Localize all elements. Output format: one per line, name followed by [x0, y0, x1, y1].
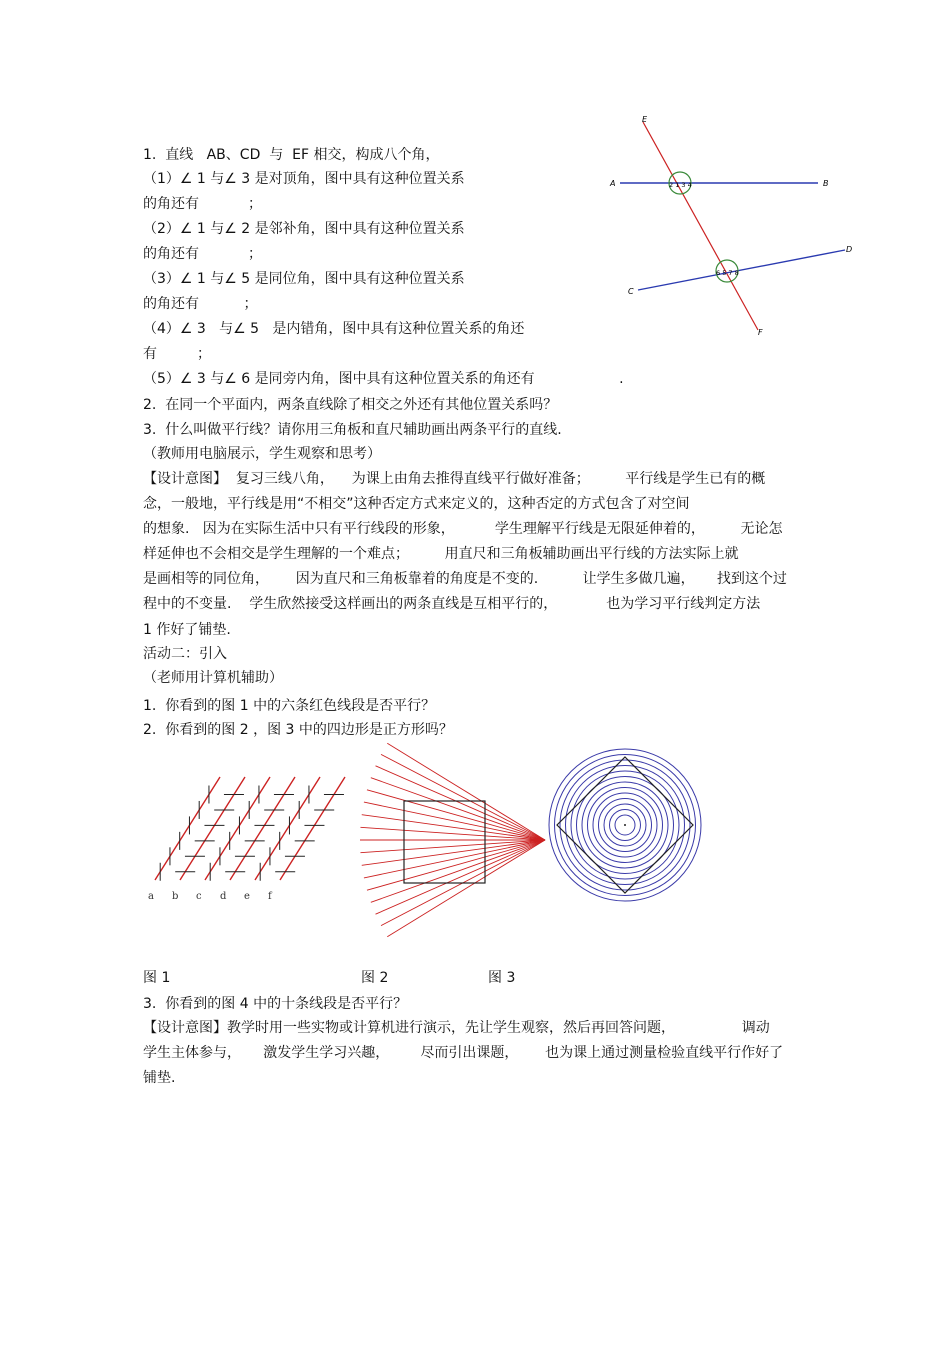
figure-3-caption: 图 3 [488, 970, 516, 986]
text-line: 2. 你看到的图 2 ，图 3 中的四边形是正方形吗？ [143, 722, 453, 738]
text-line: 1. 直线 AB、CD 与 EF 相交，构成八个角， [143, 147, 440, 163]
axis-letter: e [244, 891, 250, 902]
label-E: E [642, 115, 648, 124]
text-line: （3）∠ 1 与∠ 5 是同位角，图中具有这种位置关系 [143, 271, 465, 287]
axis-letter: d [220, 891, 227, 902]
text-line: （4）∠ 3 与∠ 5 是内错角，图中具有这种位置关系的角还 [143, 321, 525, 337]
figure-2-caption: 图 2 [361, 970, 389, 986]
text-line: 样延伸也不会相交是学生理解的一个难点； 用直尺和三角板辅助画出平行线的方法实际上就 [143, 546, 739, 562]
red-parallel-line [255, 777, 320, 880]
label-A: A [610, 179, 616, 188]
label-F: F [758, 328, 763, 337]
text-line: 的角还有 ； [143, 196, 262, 212]
text-line: 的角还有 ； [143, 246, 262, 262]
figure-1-caption: 图 1 [143, 970, 171, 986]
angle-labels-top: 2 1 3 4 [669, 181, 692, 189]
text-line: 【设计意图】 复习三线八角， 为课上由角去推得直线平行做好准备； 平行线是学生已有的概 [143, 471, 766, 487]
text-line: 【设计意图】教学时用一些实物或计算机进行演示，先让学生观察，然后再回答问题， 调动 [143, 1020, 770, 1036]
text-line: 2. 在同一个平面内，两条直线除了相交之外还有其他位置关系吗？ [143, 397, 558, 413]
radiating-line [376, 766, 545, 840]
text-line: 程中的不变量. 学生欣然接受这样画出的两条直线是互相平行的， 也为学习平行线判定方法 [143, 596, 761, 612]
text-line: 有 ； [143, 346, 212, 362]
figure-1-zollner-illusion [140, 765, 370, 905]
angle-labels-bottom: 6 5 7 8 [716, 269, 739, 277]
label-B: B [823, 179, 829, 188]
text-line: （教师用电脑展示，学生观察和思考） [143, 446, 381, 462]
radiating-line [360, 827, 545, 840]
radiating-line [360, 840, 545, 853]
text-line: 的想象. 因为在实际生活中只有平行线段的形象， 学生理解平行线是无限延伸着的， 无论怎 [143, 521, 783, 537]
text-line: 的角还有 ； [143, 296, 258, 312]
text-line: 铺垫. [143, 1070, 176, 1086]
radiating-line [376, 840, 545, 914]
label-D: D [846, 245, 853, 254]
axis-letter: f [268, 891, 272, 902]
text-line: （5）∠ 3 与∠ 6 是同旁内角，图中具有这种位置关系的角还有 . [143, 371, 624, 387]
radiating-line [381, 754, 545, 840]
text-line: 3. 你看到的图 4 中的十条线段是否平行？ [143, 996, 408, 1012]
label-C: C [628, 287, 634, 296]
text-line: （老师用计算机辅助） [143, 670, 283, 686]
text-line: （1）∠ 1 与∠ 3 是对顶角，图中具有这种位置关系 [143, 171, 465, 187]
radiating-line [362, 840, 545, 865]
center-dot [624, 824, 626, 826]
axis-letter: b [172, 891, 179, 902]
axis-letter: a [148, 891, 154, 902]
text-line: 1 作好了铺垫. [143, 622, 231, 638]
axis-letter: c [196, 891, 202, 902]
text-line: 3. 什么叫做平行线？请你用三角板和直尺辅助画出两条平行的直线. [143, 422, 562, 438]
text-line: 学生主体参与， 激发学生学习兴趣， 尽而引出课题， 也为课上通过测量检验直线平行作好了 [143, 1045, 784, 1061]
text-line: 是画相等的同位角， 因为直尺和三角板靠着的角度是不变的. 让学生多做几遍， 找到这个过 [143, 571, 787, 587]
transversal-diagram [600, 110, 870, 345]
text-line: 活动二：引入 [143, 646, 227, 662]
text-line: （2）∠ 1 与∠ 2 是邻补角，图中具有这种位置关系 [143, 221, 465, 237]
radiating-line [367, 790, 545, 840]
figure-2-radiating-square [365, 760, 550, 905]
text-line: 念，一般地，平行线是用“不相交”这种否定方式来定义的，这种否定的方式包含了对空间 [143, 496, 690, 512]
radiating-line [362, 815, 545, 840]
figure-3-concentric-square [545, 745, 705, 905]
text-line: 1. 你看到的图 1 中的六条红色线段是否平行？ [143, 698, 436, 714]
